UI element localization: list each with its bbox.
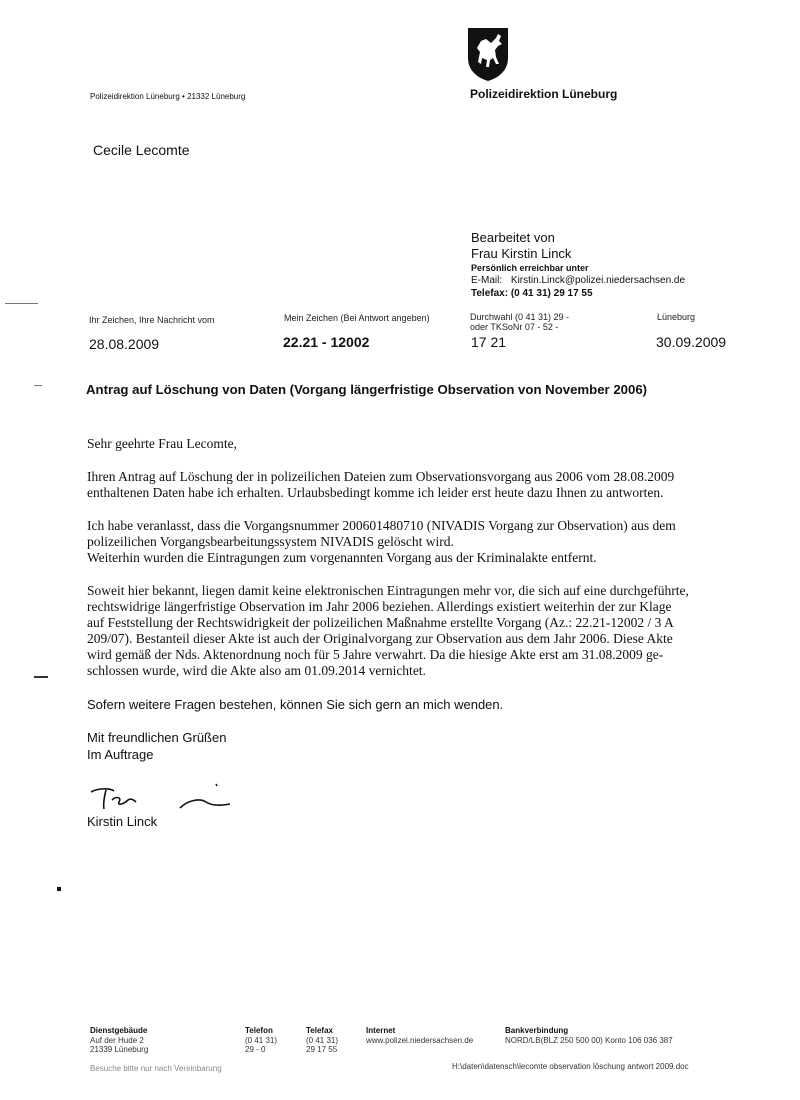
closing-on-behalf: Im Auftrage bbox=[87, 747, 154, 762]
footer-file-path: H:\daten\datensch\lecomte observation löschung antwort 2009.doc bbox=[452, 1062, 689, 1071]
sender-return-address: Polizeidirektion Lüneburg • 21332 Lüneburg bbox=[90, 92, 246, 101]
footer-phone-head: Telefon bbox=[245, 1026, 273, 1035]
paragraph-3: Soweit hier bekannt, liegen damit keine elektronischen Eintragungen mehr vor, die sich auf eine durchgeführte, rechtswidrige längerfristige Observation im Jahr 2006 beziehen. Allerdings existiert weiterhin der zur Klage auf Feststellung der Rechtswidrigkeit der polizeilichen Maßnahme erstellte Vorgang (Az.: 22.21-12002 / 3 A 209/07). Bestanteil dieser Akte ist auch der Originalvorgang zur Observation aus dem Jahr 2006. Diese Akte wird gemäß der Nds. Aktenordnung noch für 5 Jahre verwahrt. Da die hiesige Akte erst am 31.08.2009 ge- schlossen wurde, wird die Akte also am 01.09.2014 vernichtet. bbox=[87, 583, 689, 678]
footer-building-street: Auf der Hude 2 bbox=[90, 1036, 144, 1045]
subject-line: Antrag auf Löschung von Daten (Vorgang längerfristige Observation von November 2006) bbox=[86, 382, 648, 397]
processor-reachable: Persönlich erreichbar unter bbox=[471, 263, 589, 273]
margin-dot bbox=[57, 887, 61, 891]
footer-phone-area: (0 41 31) bbox=[245, 1036, 278, 1045]
dial-label-2: oder TKSoNr 07 - 52 - bbox=[470, 322, 559, 332]
dial-value: 17 21 bbox=[471, 334, 507, 350]
email-label: E-Mail: bbox=[471, 275, 503, 286]
signer-name: Kirstin Linck bbox=[87, 814, 158, 829]
dial-label-1: Durchwahl (0 41 31) 29 - bbox=[470, 312, 570, 322]
processor-name: Frau Kirstin Linck bbox=[471, 246, 572, 261]
date-value: 30.09.2009 bbox=[656, 334, 727, 350]
footer-bank-details: NORD/LB(BLZ 250 500 00) Konto 106 036 387 bbox=[505, 1036, 673, 1045]
footer-internet-url: www.polizei.niedersachsen.de bbox=[366, 1036, 474, 1045]
margin-mark bbox=[5, 303, 38, 304]
paragraph-1: Ihren Antrag auf Löschung der in polizeilichen Dateien zum Observationsvorgang aus 2006 vom 28.08.2009 enthaltenen Daten habe ich erhalten. Urlaubsbedingt komme ich leider erst heute dazu Ihnen zu antworten. bbox=[87, 469, 675, 500]
your-ref-label: Ihr Zeichen, Ihre Nachricht vom bbox=[89, 315, 215, 325]
footer-internet-head: Internet bbox=[366, 1026, 396, 1035]
salutation: Sehr geehrte Frau Lecomte, bbox=[87, 436, 237, 451]
recipient-name: Cecile Lecomte bbox=[93, 142, 190, 158]
footer-phone-number: 29 - 0 bbox=[245, 1045, 266, 1054]
processor-heading: Bearbeitet von bbox=[471, 230, 555, 245]
email-address: Kirstin.Linck@polizei.niedersachsen.de bbox=[510, 275, 686, 286]
paragraph-2: Ich habe veranlasst, dass die Vorgangsnummer 200601480710 (NIVADIS Vorgang zur Observation) aus dem polizeilichen Vorgangsbearbeitungssystem NIVADIS gelöscht wird. Weiterhin wurden die Eintragungen zum vorgenannten Vorgang aus der Kriminalakte entfernt. bbox=[87, 518, 676, 565]
footer-building-head: Dienstgebäude bbox=[90, 1026, 148, 1035]
footer-fax-area: (0 41 31) bbox=[306, 1036, 339, 1045]
my-ref-label: Mein Zeichen (Bei Antwort angeben) bbox=[284, 313, 430, 323]
my-ref-value: 22.21 - 12002 bbox=[283, 334, 370, 350]
closing-further-questions: Sofern weitere Fragen bestehen, können Sie sich gern an mich wenden. bbox=[87, 697, 504, 712]
closing-greeting: Mit freundlichen Grüßen bbox=[87, 730, 227, 745]
footer-bank-head: Bankverbindung bbox=[505, 1026, 569, 1035]
footer-fax-head: Telefax bbox=[306, 1026, 333, 1035]
footer-visit-note: Besuche bitte nur nach Vereinbarung bbox=[90, 1064, 222, 1073]
footer-building-city: 21339 Lüneburg bbox=[90, 1045, 149, 1054]
footer-fax-number: 29 17 55 bbox=[306, 1045, 338, 1054]
your-ref-value: 28.08.2009 bbox=[89, 336, 160, 352]
letter-body bbox=[87, 436, 712, 696]
authority-name: Polizeidirektion Lüneburg bbox=[470, 87, 618, 101]
margin-mark bbox=[34, 676, 48, 678]
processor-email-row bbox=[471, 275, 685, 286]
coat-of-arms-logo bbox=[465, 26, 511, 82]
place-label: Lüneburg bbox=[657, 312, 696, 322]
processor-fax: Telefax: (0 41 31) 29 17 55 bbox=[471, 288, 593, 299]
margin-mark bbox=[34, 385, 42, 386]
